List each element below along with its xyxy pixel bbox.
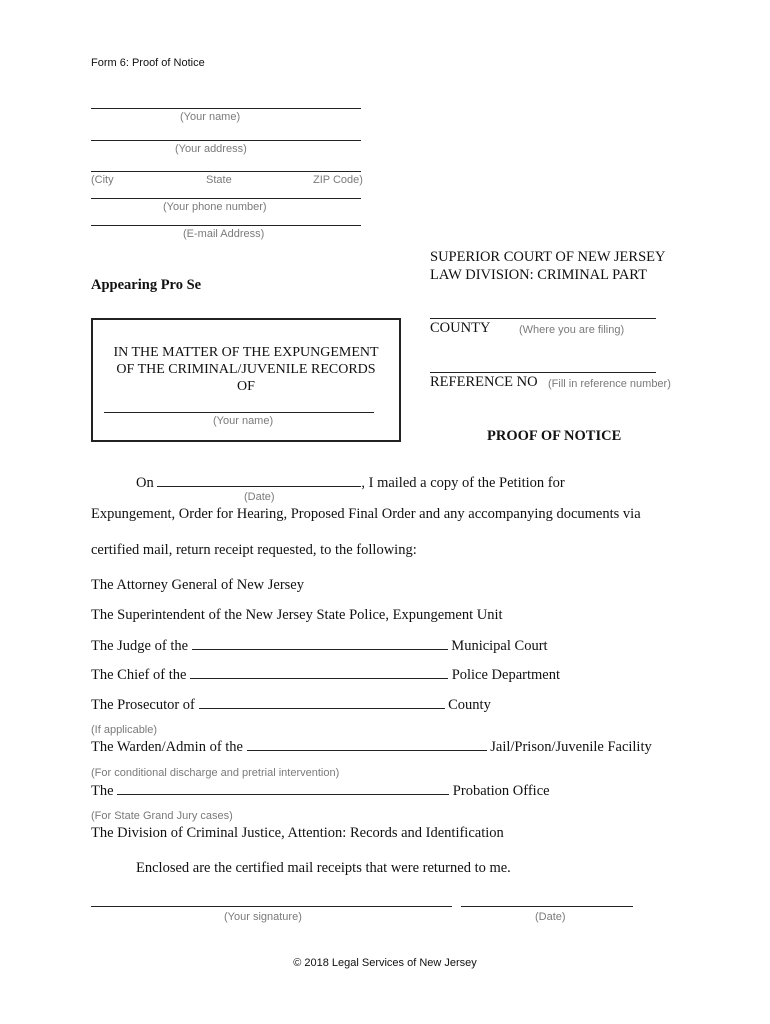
recipient-police-chief [91, 666, 560, 684]
copyright-footer: © 2018 Legal Services of New Jersey [293, 957, 477, 969]
warden-hint: (If applicable) [91, 724, 158, 736]
judge-suffix: Municipal Court [451, 638, 548, 654]
email-line[interactable] [91, 225, 361, 226]
police-department-field[interactable] [190, 666, 448, 679]
reference-label: REFERENCE NO [430, 374, 538, 390]
mailed-text: , I mailed a copy of the Petition for [361, 475, 565, 491]
recipient-judge [91, 637, 548, 655]
prosecutor-suffix: County [448, 697, 491, 713]
matter-line-3: OF [237, 379, 255, 394]
name-hint: (Your name) [180, 111, 241, 123]
county-hint: (Where you are filing) [519, 324, 625, 336]
recipient-probation [91, 782, 550, 800]
phone-hint: (Your phone number) [163, 201, 267, 213]
matter-box [91, 318, 401, 442]
enclosed-statement: Enclosed are the certified mail receipts that were returned to me. [136, 860, 511, 876]
municipal-court-field[interactable] [192, 637, 448, 650]
matter-name-hint: (Your name) [213, 415, 274, 427]
prosecutor-county-field[interactable] [199, 696, 445, 709]
probation-suffix: Probation Office [452, 783, 550, 799]
document-title: PROOF OF NOTICE [487, 428, 622, 444]
matter-name-line[interactable] [104, 412, 374, 413]
reference-line[interactable] [430, 372, 656, 373]
probation-hint: (For conditional discharge and pretrial intervention) [91, 767, 340, 779]
form-title: Form 6: Proof of Notice [91, 57, 205, 69]
mailing-date-field[interactable] [157, 474, 361, 487]
matter-line-2: OF THE CRIMINAL/JUVENILE RECORDS [116, 362, 376, 377]
county-line[interactable] [430, 318, 656, 319]
recipient-warden [91, 738, 652, 756]
recipient-prosecutor [91, 696, 491, 714]
address-line[interactable] [91, 140, 361, 141]
dcj-hint: (For State Grand Jury cases) [91, 810, 233, 822]
recipient-state-police: The Superintendent of the New Jersey State Police, Expungement Unit [91, 607, 503, 623]
county-label: COUNTY [430, 320, 491, 336]
matter-line-1: IN THE MATTER OF THE EXPUNGEMENT [113, 345, 379, 360]
appearing-pro-se: Appearing Pro Se [91, 277, 202, 293]
recipient-attorney-general: The Attorney General of New Jersey [91, 577, 304, 593]
warden-prefix: The Warden/Admin of the [91, 739, 243, 755]
court-division: LAW DIVISION: CRIMINAL PART [430, 267, 647, 283]
notice-line-1 [136, 474, 565, 492]
zip-hint: ZIP Code) [313, 174, 363, 186]
on-label: On [136, 475, 154, 491]
mailing-date-hint: (Date) [244, 491, 275, 503]
chief-suffix: Police Department [451, 667, 560, 683]
city-state-zip-line[interactable] [91, 171, 361, 172]
recipient-division-criminal-justice: The Division of Criminal Justice, Attention: Records and Identification [91, 825, 504, 841]
state-hint: State [206, 174, 232, 186]
probation-prefix: The [91, 783, 114, 799]
reference-hint: (Fill in reference number) [548, 378, 671, 390]
signature-date-line[interactable] [461, 906, 633, 907]
facility-field[interactable] [247, 738, 487, 751]
judge-prefix: The Judge of the [91, 638, 189, 654]
signature-hint: (Your signature) [224, 911, 302, 923]
prosecutor-prefix: The Prosecutor of [91, 697, 195, 713]
probation-office-field[interactable] [117, 782, 449, 795]
name-line[interactable] [91, 108, 361, 109]
court-name: SUPERIOR COURT OF NEW JERSEY [430, 249, 666, 265]
city-hint: (City [91, 174, 114, 186]
chief-prefix: The Chief of the [91, 667, 187, 683]
email-hint: (E-mail Address) [183, 228, 265, 240]
warden-suffix: Jail/Prison/Juvenile Facility [490, 739, 652, 755]
notice-line-3: certified mail, return receipt requested, to the following: [91, 542, 417, 558]
notice-line-2: Expungement, Order for Hearing, Proposed Final Order and any accompanying documents via [91, 506, 641, 522]
phone-line[interactable] [91, 198, 361, 199]
signature-date-hint: (Date) [535, 911, 566, 923]
address-hint: (Your address) [175, 143, 247, 155]
matter-caption [93, 344, 399, 395]
signature-line[interactable] [91, 906, 452, 907]
